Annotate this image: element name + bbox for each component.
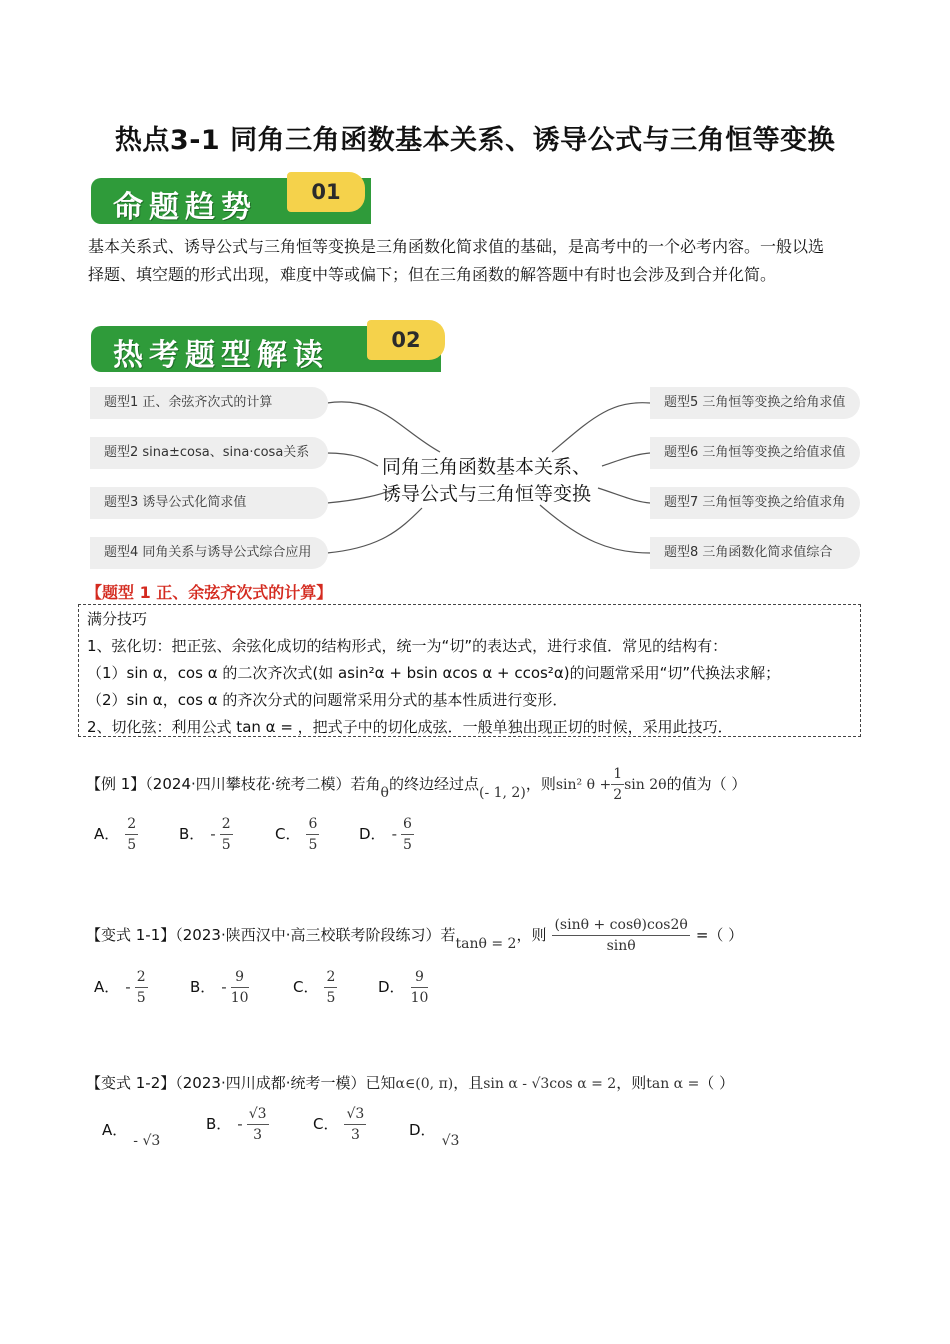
question-text: ，则 (516, 926, 547, 944)
option-letter: C． (313, 1115, 339, 1133)
page-title: 热点3-1 同角三角函数基本关系、诱导公式与三角恒等变换 (114, 125, 836, 156)
option-c[interactable] (275, 814, 319, 855)
question-text: ，则 (616, 1074, 647, 1092)
domain-condition: α∈(0, π) (395, 1076, 454, 1092)
option-b[interactable] (179, 814, 233, 855)
option-sign: - (125, 978, 131, 996)
mindmap-center (382, 454, 591, 508)
option-letter: B． (206, 1115, 232, 1133)
option-letter: D． (359, 825, 386, 843)
tips-line-4: 2、切化弦：利用公式 tan α = ，把式子中的切化成弦．一般单独出现正切的时候，采用此技巧． (87, 718, 733, 736)
angle-symbol: θ (380, 785, 389, 801)
fraction-denominator: 10 (230, 990, 249, 1006)
option-value: √3 (441, 1133, 460, 1149)
tips-box (78, 604, 861, 737)
option-letter: A． (94, 978, 120, 996)
option-sign: - (210, 825, 216, 843)
question-text: ，且 (453, 1074, 484, 1092)
fraction-numerator: 2 (324, 967, 337, 988)
fraction (611, 764, 624, 805)
fraction-denominator: 5 (127, 837, 137, 853)
variant-1-1-question (86, 912, 743, 958)
option-letter: B． (179, 825, 205, 843)
tips-line-3: （2）sin α，cos α 的齐次分式的问题常采用分式的基本性质进行变形． (87, 691, 568, 709)
option-c[interactable] (293, 967, 337, 1008)
question-suffix: 的值为（ ） (666, 775, 747, 793)
option-letter: D． (378, 978, 405, 996)
option-sign: - (221, 978, 227, 996)
fraction-numerator: √3 (247, 1104, 269, 1125)
fraction-denominator: 5 (326, 990, 336, 1006)
option-fraction (247, 1104, 269, 1145)
option-letter: B． (190, 978, 216, 996)
fraction-denominator: sinθ (606, 938, 636, 954)
fraction-numerator: 6 (306, 814, 319, 835)
mindmap-item-1: 题型1 正、余弦齐次式的计算 (90, 387, 328, 419)
question-prefix: 【变式 1-1】（2023·陕西汉中·高三校联考阶段练习）若 (86, 926, 456, 944)
point-coordinates: (- 1, 2) (478, 785, 526, 801)
option-value: - √3 (133, 1133, 161, 1149)
banner-number: 02 (367, 320, 445, 360)
option-sign: - (237, 1115, 243, 1133)
option-d[interactable] (378, 967, 428, 1008)
option-letter: A． (102, 1121, 128, 1139)
mindmap-center-line-2: 诱导公式与三角恒等变换 (382, 483, 592, 505)
question-prefix: 【变式 1-2】（2023·四川成都·统考一模）已知 (86, 1074, 396, 1092)
mindmap-item-6: 题型6 三角恒等变换之给值求值 (650, 437, 860, 469)
banner-number: 01 (287, 172, 365, 212)
fraction-denominator: 3 (350, 1127, 360, 1143)
question-suffix: =（ ） (695, 926, 744, 944)
asked-expression: tan α = (646, 1076, 700, 1092)
option-b[interactable] (190, 967, 249, 1008)
option-b[interactable] (206, 1104, 269, 1145)
option-fraction (125, 814, 138, 855)
connector-7 (598, 488, 650, 503)
mindmap-item-5: 题型5 三角恒等变换之给角求值 (650, 387, 860, 419)
tips-line-1: 1、弦化切：把正弦、余弦化成切的结构形式，统一为“切”的表达式，进行求值．常见的结构有： (87, 637, 728, 655)
connector-5 (552, 403, 650, 452)
fraction-numerator: 6 (401, 814, 414, 835)
fraction-numerator: 2 (220, 814, 233, 835)
condition: sin α - √3cos α = 2 (483, 1076, 617, 1092)
option-a[interactable] (102, 1108, 160, 1152)
fraction-denominator: 10 (410, 990, 429, 1006)
option-fraction (220, 814, 233, 855)
connector-4 (327, 508, 422, 553)
banner-label: 命题趋势 (113, 190, 257, 225)
option-fraction (411, 967, 429, 1008)
option-fraction (306, 814, 319, 855)
fraction-numerator: 9 (411, 967, 429, 988)
option-fraction (344, 1104, 366, 1145)
condition: tanθ = 2 (455, 936, 517, 952)
connector-2 (327, 453, 378, 466)
option-fraction (401, 814, 414, 855)
question-prefix: 【例 1】（2024·四川攀枝花·统考二模）若角 (86, 775, 381, 793)
option-letter: C． (293, 978, 319, 996)
fraction-numerator: √3 (344, 1104, 366, 1125)
option-a[interactable] (94, 814, 138, 855)
example-1-question (86, 762, 746, 806)
option-fraction (231, 967, 249, 1008)
connector-6 (602, 453, 650, 466)
question-suffix: （ ） (699, 1074, 735, 1092)
option-fraction (324, 967, 337, 1008)
expression-part: sin 2θ (624, 777, 667, 793)
trend-line-1: 基本关系式、诱导公式与三角恒等变换是三角函数化简求值的基础，是高考中的一个必考内容。一般以选 (88, 237, 825, 256)
option-c[interactable] (313, 1104, 366, 1145)
fraction-numerator: 2 (135, 967, 148, 988)
option-letter: A． (94, 825, 120, 843)
fraction-denominator: 5 (136, 990, 146, 1006)
question-text: ，则 (525, 775, 556, 793)
expression-part: sin² θ + (555, 777, 612, 793)
section-heading: 【题型 1 正、余弦齐次式的计算】 (86, 583, 333, 602)
mindmap-item-2: 题型2 sina±cosa、sina·cosa关系 (90, 437, 328, 469)
mindmap-item-3: 题型3 诱导公式化简求值 (90, 487, 328, 519)
option-d[interactable] (409, 1108, 459, 1152)
fraction-numerator: 1 (611, 764, 624, 785)
fraction-numerator: 2 (125, 814, 138, 835)
fraction-denominator: 5 (221, 837, 231, 853)
fraction-numerator: 9 (231, 967, 249, 988)
tips-title: 满分技巧 (87, 610, 148, 628)
fraction (552, 915, 689, 956)
fraction-denominator: 3 (253, 1127, 263, 1143)
mindmap-item-7: 题型7 三角恒等变换之给值求角 (650, 487, 860, 519)
mindmap-item-8: 题型8 三角函数化简求值综合 (650, 537, 860, 569)
variant-1-2-question (86, 1068, 734, 1098)
fraction-numerator: (sinθ + cosθ)cos2θ (552, 915, 689, 936)
banner-label: 热考题型解读 (113, 338, 329, 373)
option-d[interactable] (359, 814, 414, 855)
connector-1 (327, 402, 440, 452)
fraction-denominator: 5 (402, 837, 412, 853)
option-letter: C． (275, 825, 301, 843)
option-sign: - (391, 825, 397, 843)
question-text: 的终边经过点 (388, 775, 479, 793)
mindmap-center-line-1: 同角三角函数基本关系、 (382, 456, 592, 478)
connector-8 (540, 505, 650, 553)
option-a[interactable] (94, 967, 148, 1008)
trend-line-2: 择题、填空题的形式出现，难度中等或偏下；但在三角函数的解答题中有时也会涉及到合并化简。 (88, 265, 777, 284)
fraction-denominator: 5 (308, 837, 318, 853)
option-fraction (135, 967, 148, 1008)
option-letter: D． (409, 1121, 436, 1139)
mindmap-item-4: 题型4 同角关系与诱导公式综合应用 (90, 537, 328, 569)
tips-line-2: （1）sin α，cos α 的二次齐次式(如 asin²α + bsin αcos α + ccos²α)的问题常采用“切”代换法求解； (87, 664, 781, 682)
fraction-denominator: 2 (613, 787, 623, 803)
